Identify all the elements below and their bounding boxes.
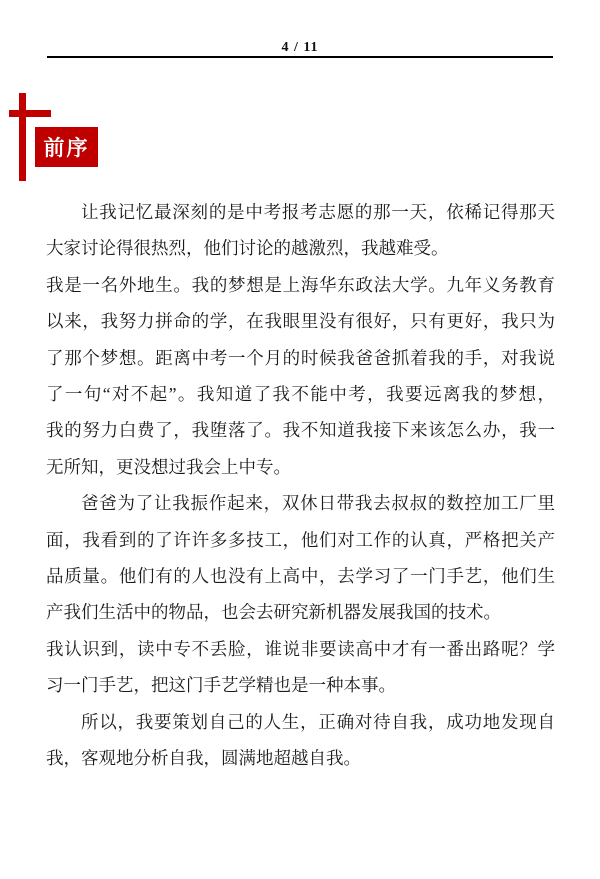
body-line-13: 我认识到，读中专不丢脸，谁说非要读高中才有一番出路呢？学 xyxy=(46,638,555,659)
body-line-2: 大家讨论得很热烈，他们讨论的越激烈，我越难受。 xyxy=(46,238,449,259)
page-number: 4 / 11 xyxy=(281,40,319,55)
body-line-12: 产我们生活中的物品，也会去研究新机器发展我国的技术。 xyxy=(46,602,501,623)
body-line-15: 所以，我要策划自己的人生，正确对待自我，成功地发现自 xyxy=(81,711,555,732)
body-line-11: 品质量。他们有的人也没有上高中，去学习了一门手艺，他们生 xyxy=(46,566,555,587)
section-title: 前序 xyxy=(43,136,90,160)
body-line-3: 我是一名外地生。我的梦想是上海华东政法大学。九年义务教育 xyxy=(46,274,555,295)
body-line-1: 让我记忆最深刻的是中考报考志愿的那一天，依稀记得那天 xyxy=(81,202,555,222)
body-text xyxy=(46,194,555,777)
header-rule xyxy=(47,56,553,58)
body-line-9: 爸爸为了让我振作起来，双休日带我去叔叔的数控加工厂里 xyxy=(81,493,555,514)
body-line-5: 了那个梦想。距离中考一个月的时候我爸爸抓着我的手，对我说 xyxy=(46,347,555,368)
body-line-14: 习一门手艺，把这门手艺学精也是一种本事。 xyxy=(46,675,396,696)
body-line-16: 我，客观地分析自我，圆满地超越自我。 xyxy=(46,748,361,769)
section-title-badge xyxy=(35,127,98,167)
body-line-7: 我的努力白费了，我堕落了。我不知道我接下来该怎么办，我一 xyxy=(46,420,555,441)
body-line-4: 以来，我努力拼命的学，在我眼里没有很好，只有更好，我只为 xyxy=(46,311,555,332)
body-line-6: 了一句“对不起”。我知道了我不能中考，我要远离我的梦想， xyxy=(46,384,555,405)
cross-icon-vertical-bar xyxy=(19,93,26,181)
cross-icon-horizontal-bar xyxy=(9,110,51,117)
body-line-10: 面，我看到的了许许多多技工，他们对工作的认真，严格把关产 xyxy=(46,529,555,550)
body-line-8: 无所知，更没想过我会上中专。 xyxy=(46,456,291,477)
